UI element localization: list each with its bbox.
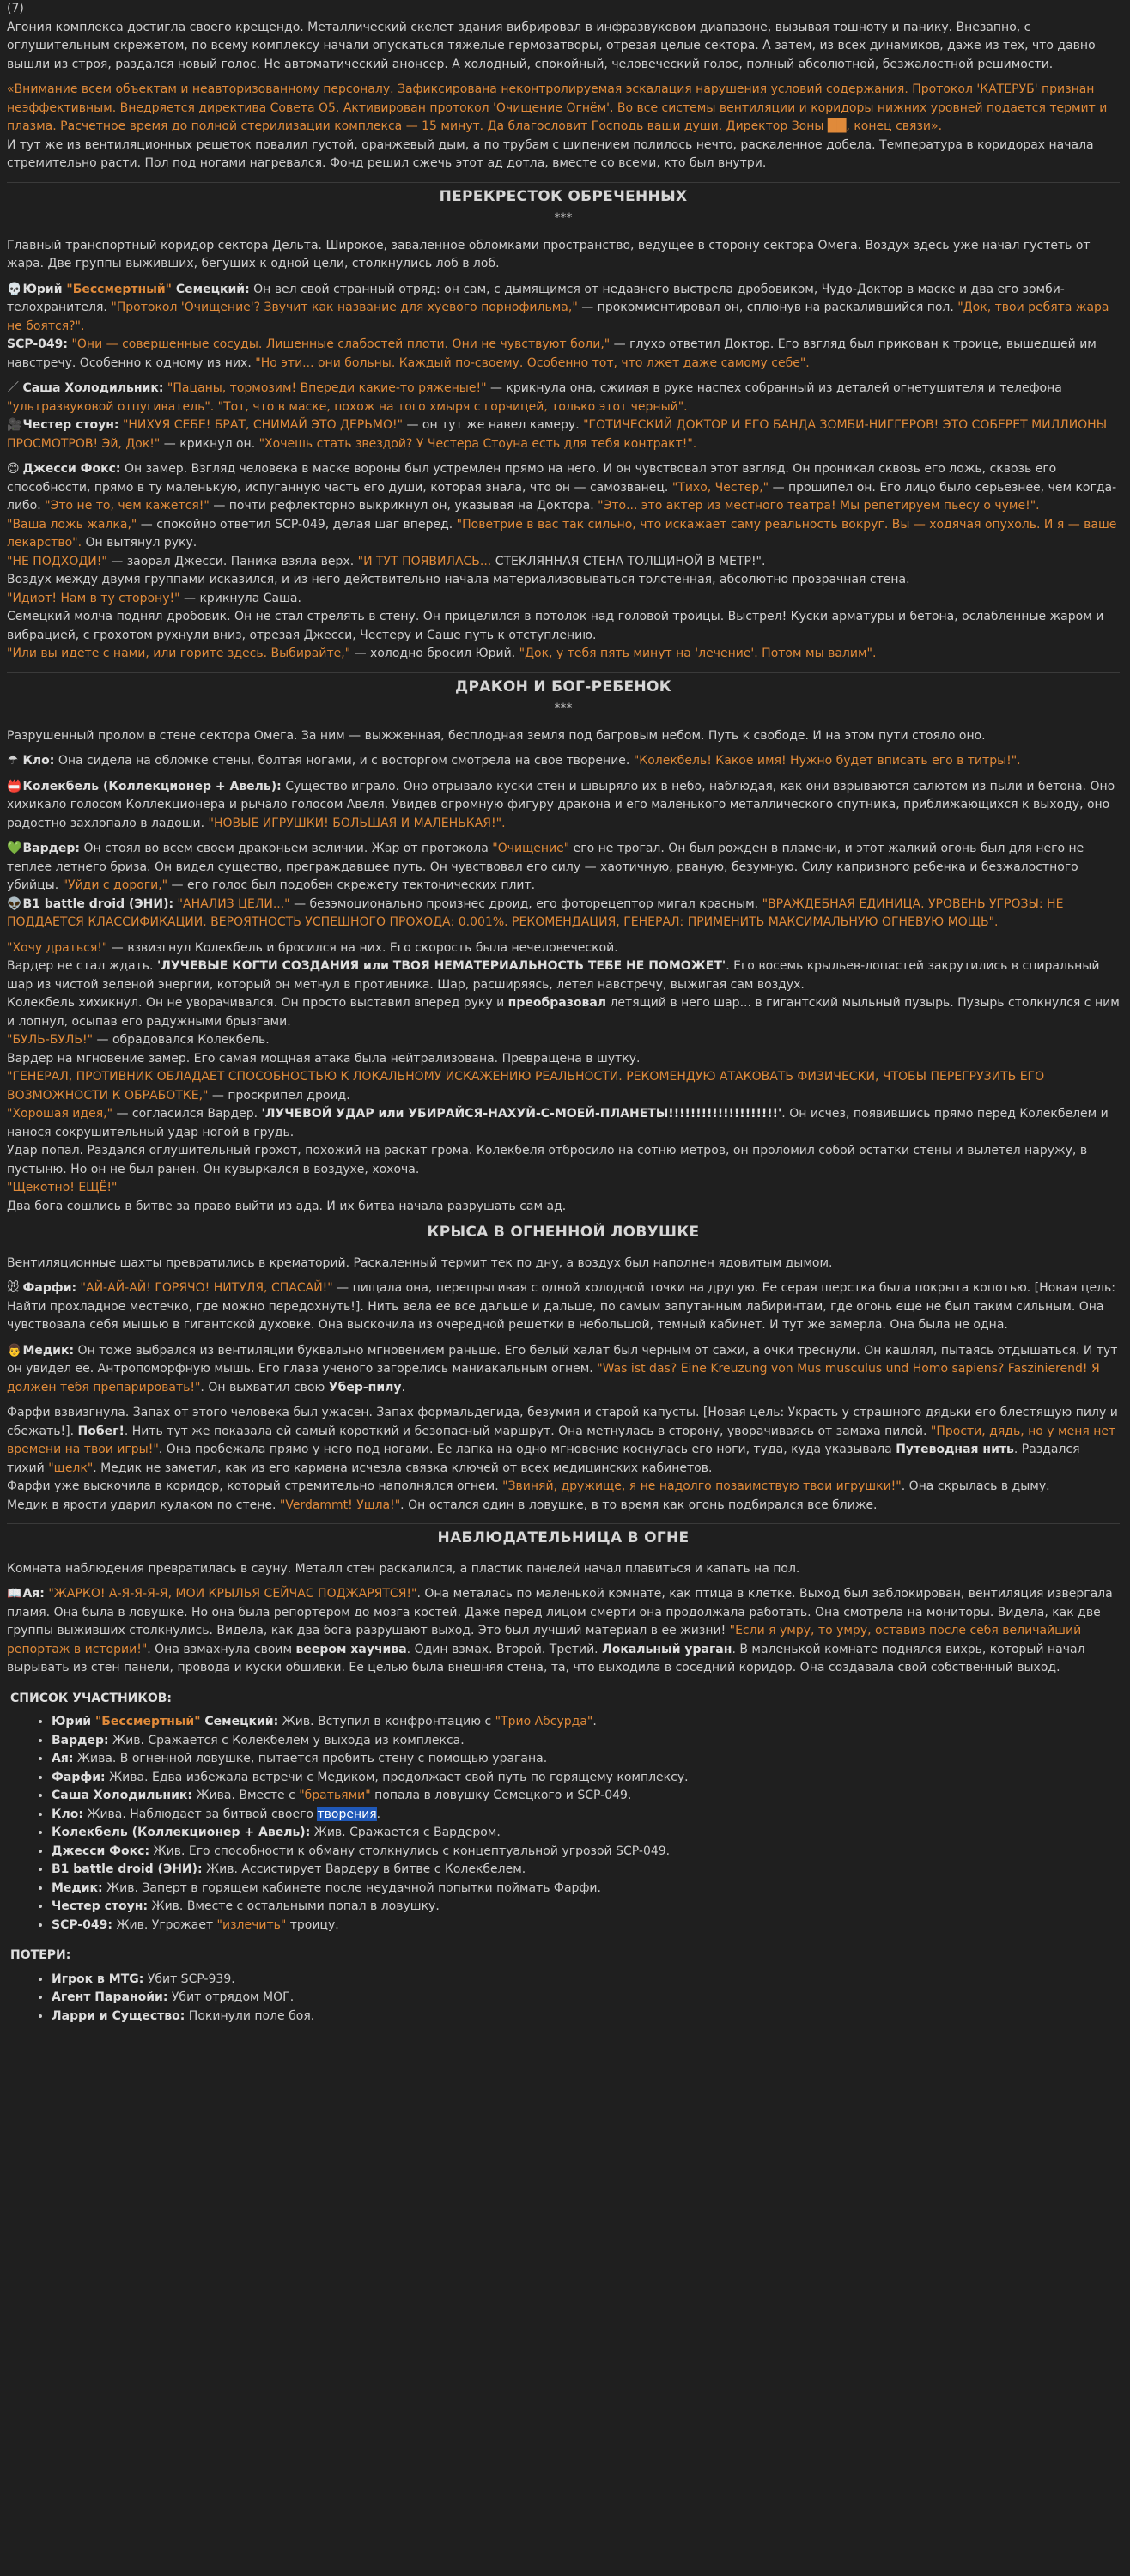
aya-paragraph: 📖 Ая: "ЖАРКО! А-Я-Я-Я-Я, МОИ КРЫЛЬЯ СЕЙЧАС ПОДЖАРЯТСЯ!". Она металась по маленькой комнате, как птица в клетке. Выход был заблокирован, вентиляция извергала пламя. Она была в ловушке. Но она была репортером до мозга костей. Даже перед лицом смерти она продолжала работать. Она смотрела на мониторы. Видела, как две группы выживших столкнулись. Видела, как два бога разрушают выход. Это был лучший материал в ее жизни! "Если я умру, то умру, оставив после себя величайший репортаж в истории!". Она взмахнула своим веером хаучива. Один взмах. Второй. Третий. Локальный ураган. В маленькой комнате поднялся вихрь, который начал вырывать из стен панели, провода и куски обшивки. Ее целью была внешняя стена, та, что выходила в соседний коридор. Она создавала свой собственный выход. xyxy=(7,1587,1113,1674)
farfi-paragraph: 🐭 Фарфи: "АЙ-АЙ-АЙ! ГОРЯЧО! НИТУЛЯ, СПАСАЙ!" — пищала она, перепрыгивая с одной холодной точки на другую. Ее серая шерстка была покрыта копотью. [Новая цель: Найти прохладное местечко, где можно передохнуть!]. Нить вела ее все дальше и дальше, по самым запутанным лабиринтам, где огонь еще не был таким сильным. Она чувствовала себя мышью в гигантской духовке. Она выскочила из очередной решетки в небольшой, темный кабинет. И тут же замерла. Она была не одна. xyxy=(7,1281,1115,1332)
wand-icon: ／ xyxy=(7,381,19,395)
paragraph: "Ваша ложь жалка," — спокойно ответил SCP-049, делая шаг вперед. "Поветрие в вас так сильно, что искажает саму реальность вокруг. Вы — ходячая опухоль. И я — ваше лекарство". Он вытянул руку. xyxy=(7,517,1117,550)
paragraph: "Хорошая идея," — согласился Вардер. 'ЛУЧЕВОЙ УДАР или УБИРАЙСЯ-НАХУЙ-С-МОЕЙ-ПЛАНЕТЫ!!!!!!!!!!!!!!!!!!!!'. Он исчез, появившись прямо перед Колекбелем и нанося сокрушительный удар ногой в грудь. xyxy=(7,1107,1109,1139)
list-item: • Джесси Фокс: Жив. Его способности к обману столкнулись с концептуальной угрозой SCP-049. xyxy=(52,1843,1120,1862)
jessie-paragraph: 😊 Джесси Фокс: Он замер. Взгляд человека в маске вороны был устремлен прямо на него. И он чувствовал этот взгляд. Он проникал сквозь его ложь, сквозь его способности, прямо в ту маленькую, испуганную часть его души, которая знала, что он — самозванец. "Тихо, Честер," — прошипел он. Его лицо было серьезнее, чем когда-либо. "Это не то, чем кажется!" — почти рефлекторно выкрикнул он, указывая на Доктора. "Это... это актер из местного театра! Мы репетируем пьесу о чуме!". xyxy=(7,462,1117,513)
list-item: • Колекбель (Коллекционер + Авель): Жив. Сражается с Вардером. xyxy=(52,1824,1120,1843)
section-header-crossroads xyxy=(7,182,1120,207)
yuri-paragraph: 💀 Юрий "Бессмертный" Семецкий: Он вел свой странный отряд: он сам, с дымящимся от недавнего выстрела дробовиком, Чудо-Доктор в маске и два его зомби-телохранителя. "Протокол 'Очищение'? Звучит как название для хуевого порнофильма," — прокомментировал он, сплюнув на раскалившийся пол. "Док, твои ребята жара не боятся?". SCP-049: "Они — совершенные сосуды. Лишенные слабостей плоти. Они не чувствуют боли," — глухо ответил Доктор. Его взгляд был прикован к троице, вышедшей им навстречу. Особенно к одному из них. "Но эти... они больны. Каждый по-своему. Особенно тот, что лжет даже самому себе". xyxy=(7,282,1109,370)
speaker-name: SCP-049: xyxy=(7,337,69,351)
list-item: • SCP-049: Жив. Угрожает "излечить" троицу. xyxy=(52,1917,1120,1935)
paragraph: "Идиот! Нам в ту сторону!" — крикнула Саша. xyxy=(7,591,301,605)
paragraph: "НЕ ПОДХОДИ!" — заорал Джесси. Паника взяла верх. "И ТУТ ПОЯВИЛАСЬ... СТЕКЛЯННАЯ СТЕНА ТОЛЩИНОЙ В МЕТР!". xyxy=(7,554,766,568)
camera-icon: 🎥 xyxy=(7,418,22,432)
paragraph: "Хочу драться!" — взвизгнул Колекбель и бросился на них. Его скорость была нечеловеческой. xyxy=(7,940,618,955)
list-item: • B1 battle droid (ЭНИ): Жив. Ассистирует Вардеру в битве с Колекбелем. xyxy=(52,1861,1120,1880)
section-title: НАБЛЮДАТЕЛЬНИЦА В ОГНЕ xyxy=(437,1529,690,1546)
paragraph: "ГЕНЕРАЛ, ПРОТИВНИК ОБЛАДАЕТ СПОСОБНОСТЬЮ К ЛОКАЛЬНОМУ ИСКАЖЕНИЮ РЕАЛЬНОСТИ. РЕКОМЕНДУЮ АТАКОВАТЬ ФИЗИЧЕСКИ, ЧТОБЫ ПЕРЕГРУЗИТЬ ЕГО ВОЗМОЖНОСТИ К ОБРАБОТКЕ," — проскрипел дроид. xyxy=(7,1070,1045,1103)
participants-title: СПИСОК УЧАСТНИКОВ: xyxy=(10,1691,173,1705)
newspaper-icon: 📖 xyxy=(7,1587,22,1601)
paragraph: Вентиляционные шахты превратились в крематорий. Раскаленный термит тек по дну, а воздух был наполнен ядовитым дымом. xyxy=(7,1255,833,1270)
list-item: • Медик: Жив. Заперт в горящем кабинете после неудачной попытки поймать Фарфи. xyxy=(52,1880,1120,1899)
section-header-rat xyxy=(7,1218,1120,1242)
list-item: • Юрий "Бессмертный" Семецкий: Жив. Вступил в конфронтацию с "Трио Абсурда". xyxy=(52,1713,1120,1732)
paragraph: "Щекотно! ЕЩЁ!" xyxy=(7,1181,118,1194)
mouse-icon: 🐭 xyxy=(7,1281,20,1295)
varder-droid-paragraph: 💚 Вардер: Он стоял во всем своем драконьем величии. Жар от протокола "Очищение" его не трогал. Он был рожден в пламени, и этот жалкий огонь был для него не теплее летнего бриза. Он видел существо, преграждавшее путь. Он чувствовал его силу — хаотичную, рваную, безумную. Силу капризного ребенка и безжалостного убийцы. "Уйди с дороги," — его голос был подобен скрежету тектонических плит. 👽 B1 battle droid (ЭНИ): "АНАЛИЗ ЦЕЛИ..." — безэмоционально произнес дроид, его фоторецептор мигал красным. "ВРАЖДЕБНАЯ ЕДИНИЦА. УРОВЕНЬ УГРОЗЫ: НЕ ПОДДАЕТСЯ КЛАССИФИКАЦИИ. ВЕРОЯТНОСТЬ УСПЕШНОГО ПРОХОДА: 0.001%. РЕКОМЕНДАЦИЯ, ГЕНЕРАЛ: ПРИМЕНИТЬ МАКСИМАЛЬНУЮ ОГНЕВУЮ МОЩЬ". xyxy=(7,841,1084,929)
paragraph: Вардер не стал ждать. 'ЛУЧЕВЫЕ КОГТИ СОЗДАНИЯ или ТВОЯ НЕМАТЕРИАЛЬНОСТЬ ТЕБЕ НЕ ПОМОЖЕТ'. Его восемь крыльев-лопастей закрутились в спиральный шар из чистой зеленой энергии, который он метнул в противника. Шар, расширяясь, летел навстречу, выжигая сам воздух. xyxy=(7,959,1100,992)
intro-announcement: «Внимание всем объектам и неавторизованному персоналу. Зафиксирована неконтролируемая эскалация нарушения условий содержания. Протокол 'КАТЕРУБ' признан неэффективным. Внедряется директива Совета О5. Активирован протокол 'Очищение Огнём'. Во все системы вентиляции и коридоры нижних уровней подается термит и плазма. Расчетное время до полной стерилизации комплекса — 15 минут. Да благословит Господь ваши души. Директор Зоны ██, конец связи». xyxy=(7,82,1108,133)
section-title: ПЕРЕКРЕСТОК ОБРЕЧЕННЫХ xyxy=(439,187,688,205)
list-item: • Ая: Жива. В огненной ловушке, пытается пробить стену с помощью урагана. xyxy=(52,1750,1120,1769)
paragraph: Медик в ярости ударил кулаком по стене. "Verdammt! Ушла!". Он остался один в ловушке, в то время как огонь подбирался все ближе. xyxy=(7,1498,878,1512)
section-stars: *** xyxy=(554,702,573,715)
list-item: • Вардер: Жив. Сражается с Колекбелем у выхода из комплекса. xyxy=(52,1732,1120,1751)
section-header-dragon xyxy=(7,672,1120,697)
selected-text[interactable]: творения xyxy=(317,1807,377,1821)
list-item: • Кло: Жива. Наблюдает за битвой своего творения. xyxy=(52,1806,1120,1825)
paragraph: Удар попал. Раздался оглушительный грохот, похожий на раскат грома. Колекбеля отбросило на сотню метров, он проломил собой остатки стены и вылетел наружу, в пустыню. Но он не был ранен. Он кувыркался в воздухе, хохоча. xyxy=(7,1144,1088,1176)
paragraph: "БУЛЬ-БУЛЬ!" — обрадовался Колекбель. xyxy=(7,1033,270,1047)
skull-icon: 💀 xyxy=(7,282,22,296)
paragraph: Два бога сошлись в битве за право выйти из ада. И их битва начала разрушать сам ад. xyxy=(7,1199,567,1213)
section-stars: *** xyxy=(554,211,573,225)
paragraph: Разрушенный пролом в стене сектора Омега. За ним — выжженная, бесплодная земля под багровым небом. Путь к свободе. И на этом пути стояло оно. xyxy=(7,728,986,743)
paragraph: Семецкий молча поднял дробовик. Он не стал стрелять в стену. Он прицелился в потолок над головой троицы. Выстрел! Куски арматуры и бетона, ослабленные жаром и вибрацией, с грохотом рухнули вниз, отрезая Джесси, Честеру и Саше путь к отступлению. xyxy=(7,610,1104,642)
list-item: • Ларри и Существо: Покинули поле боя. xyxy=(52,2008,1120,2026)
paragraph: Воздух между двумя группами исказился, и из него действительно начала материализовываться толстенная, абсолютно прозрачная стена. xyxy=(7,573,910,586)
paragraph: "Или вы идете с нами, или горите здесь. Выбирайте," — холодно бросил Юрий. "Док, у тебя пять минут на 'лечение'. Потом мы валим". xyxy=(7,647,877,660)
list-item: • Честер стоун: Жив. Вместе с остальными попал в ловушку. xyxy=(52,1898,1120,1917)
participants-list xyxy=(7,1713,1120,1935)
paragraph: Колекбель хихикнул. Он не уворачивался. Он просто выставил вперед руку и преобразовал летящий в него шар... в гигантский мыльный пузырь. Пузырь столкнулся с ним и лопнул, осыпав его радужными брызгами. xyxy=(7,996,1120,1029)
paragraph: Фарфи взвизгнула. Запах от этого человека был ужасен. Запах формальдегида, безумия и старой капусты. [Новая цель: Украсть у страшного дядьки его блестящую пилу и сбежать!]. Побег!. Нить тут же показала ей самый короткий и безопасный маршрут. Она метнулась в сторону, уворачиваясь от замаха пилой. "Прости, дядь, но у меня нет времени на твои игры!". Она пробежала прямо у него под ногами. Ее лапка на одно мгновение коснулась его ноги, туда, куда указывала Путеводная нить. Раздался тихий "щелк". Медик не заметил, как из его кармана исчезла связка ключей от всех медицинских кабинетов. xyxy=(7,1406,1118,1475)
intro-paragraph-1: Агония комплекса достигла своего крещендо. Металлический скелет здания вибрировал в инфразвуковом диапазоне, вызывая тошноту и панику. Внезапно, с оглушительным скрежетом, по всему комплексу начали опускаться тяжелые гермозатворы, отрезая целые сектора. А затем, из всех динамиков, даже из тех, что давно вышли из строя, раздался новый голос. Не автоматический анонсер. А холодный, спокойный, человеческий голос, полный абсолютной, безжалостной решимости. xyxy=(7,20,1096,71)
list-item: • Игрок в MTG: Убит SCP-939. xyxy=(52,1971,1120,1990)
paragraph: Главный транспортный коридор сектора Дельта. Широкое, заваленное обломками пространство, ведущее в сторону сектора Омега. Воздух здесь уже начал густеть от жара. Две группы выживших, бегущих к одной цели, столкнулись лоб в лоб. xyxy=(7,238,1091,270)
alien-icon: 👽 xyxy=(7,896,22,911)
list-item: • Саша Холодильник: Жива. Вместе с "братьями" попала в ловушку Семецкого и SCP-049. xyxy=(52,1787,1120,1806)
badge-icon: 📛 xyxy=(7,779,22,793)
list-item: • Фарфи: Жива. Едва избежала встречи с Медиком, продолжает свой путь по горящему комплексу. xyxy=(52,1769,1120,1788)
green-heart-icon: 💚 xyxy=(7,841,22,855)
paragraph: Комната наблюдения превратилась в сауну. Металл стен раскалился, а пластик панелей начал плавиться и капать на пол. xyxy=(7,1561,800,1576)
umbrella-icon: ☂ xyxy=(7,754,19,768)
doctor-icon: 👨 xyxy=(7,1343,22,1358)
losses-list xyxy=(7,1971,1120,2026)
sasha-chester-paragraph: ／ Саша Холодильник: "Пацаны, тормозим! Впереди какие-то ряженые!" — крикнула она, сжимая в руке наспех собранный из деталей огнетушителя и телефона "ультразвуковой отпугиватель". "Тот, что в маске, похож на того хмыря с горчицей, только этот черный". 🎥 Честер стоун: "НИХУЯ СЕБЕ! БРАТ, СНИМАЙ ЭТО ДЕРЬМО!" — он тут же навел камеру. "ГОТИЧЕСКИЙ ДОКТОР И ЕГО БАНДА ЗОМБИ-НИГГЕРОВ! ЭТО СОБЕРЕТ МИЛЛИОНЫ ПРОСМОТРОВ! Эй, Док!" — крикнул он. "Хочешь стать звездой? У Честера Стоуна есть для тебя контракт!". xyxy=(7,381,1108,451)
medic-paragraph: 👨 Медик: Он тоже выбрался из вентиляции буквально мгновением раньше. Его белый халат был черным от сажи, а очки треснули. Он кашлял, пытаясь отдышаться. И тут он увидел ее. Антропоморфную мышь. Его глаза ученого загорелись маниакальным огнем. "Was ist das? Eine Kreuzung von Mus musculus und Homo sapiens? Faszinierend! Я должен тебя препарировать!". Он выхватил свою Убер-пилу. xyxy=(7,1343,1118,1394)
section-title: КРЫСА В ОГНЕННОЙ ЛОВУШКЕ xyxy=(427,1224,700,1241)
page-number: (7) xyxy=(7,2,24,15)
klo-paragraph: ☂ Кло: Она сидела на обломке стены, болтая ногами, и с восторгом смотрела на свое творение. "Колекбель! Какое имя! Нужно будет вписать его в титры!". xyxy=(7,752,1120,771)
list-item: • Агент Паранойи: Убит отрядом МОГ. xyxy=(52,1989,1120,2008)
kolekbel-paragraph: 📛 Колекбель (Коллекционер + Авель): Существо играло. Оно отрывало куски стен и швыряло их в небо, наблюдая, как они взрываются салютом из пыли и бетона. Оно хихикало голосом Коллекционера и рычало голосом Авеля. Увидев огромную фигуру дракона и его маленького металлического спутника, приближающихся к выходу, оно радостно захлопало в ладоши. "НОВЫЕ ИГРУШКИ! БОЛЬШАЯ И МАЛЕНЬКАЯ!". xyxy=(7,779,1115,830)
section-header-observer xyxy=(7,1523,1120,1548)
section-title: ДРАКОН И БОГ-РЕБЕНОК xyxy=(455,677,671,696)
smile-icon: 😊 xyxy=(7,462,20,476)
paragraph: Вардер на мгновение замер. Его самая мощная атака была нейтрализована. Превращена в шутку. xyxy=(7,1051,641,1066)
losses-title: ПОТЕРИ: xyxy=(10,1948,71,1962)
paragraph: Фарфи уже выскочила в коридор, который стремительно наполнялся огнем. "Звиняй, дружище, я не надолго позаимствую твои игрушки!". Она скрылась в дыму. xyxy=(7,1479,1050,1493)
intro-paragraph-3: И тут же из вентиляционных решеток повалил густой, оранжевый дым, а по трубам с шипением полилось нечто, раскаленное добела. Температура в коридорах начала стремительно расти. Пол под ногами нагревался. Фонд решил сжечь этот ад дотла, вместе со всеми, кто был внутри. xyxy=(7,137,1094,170)
